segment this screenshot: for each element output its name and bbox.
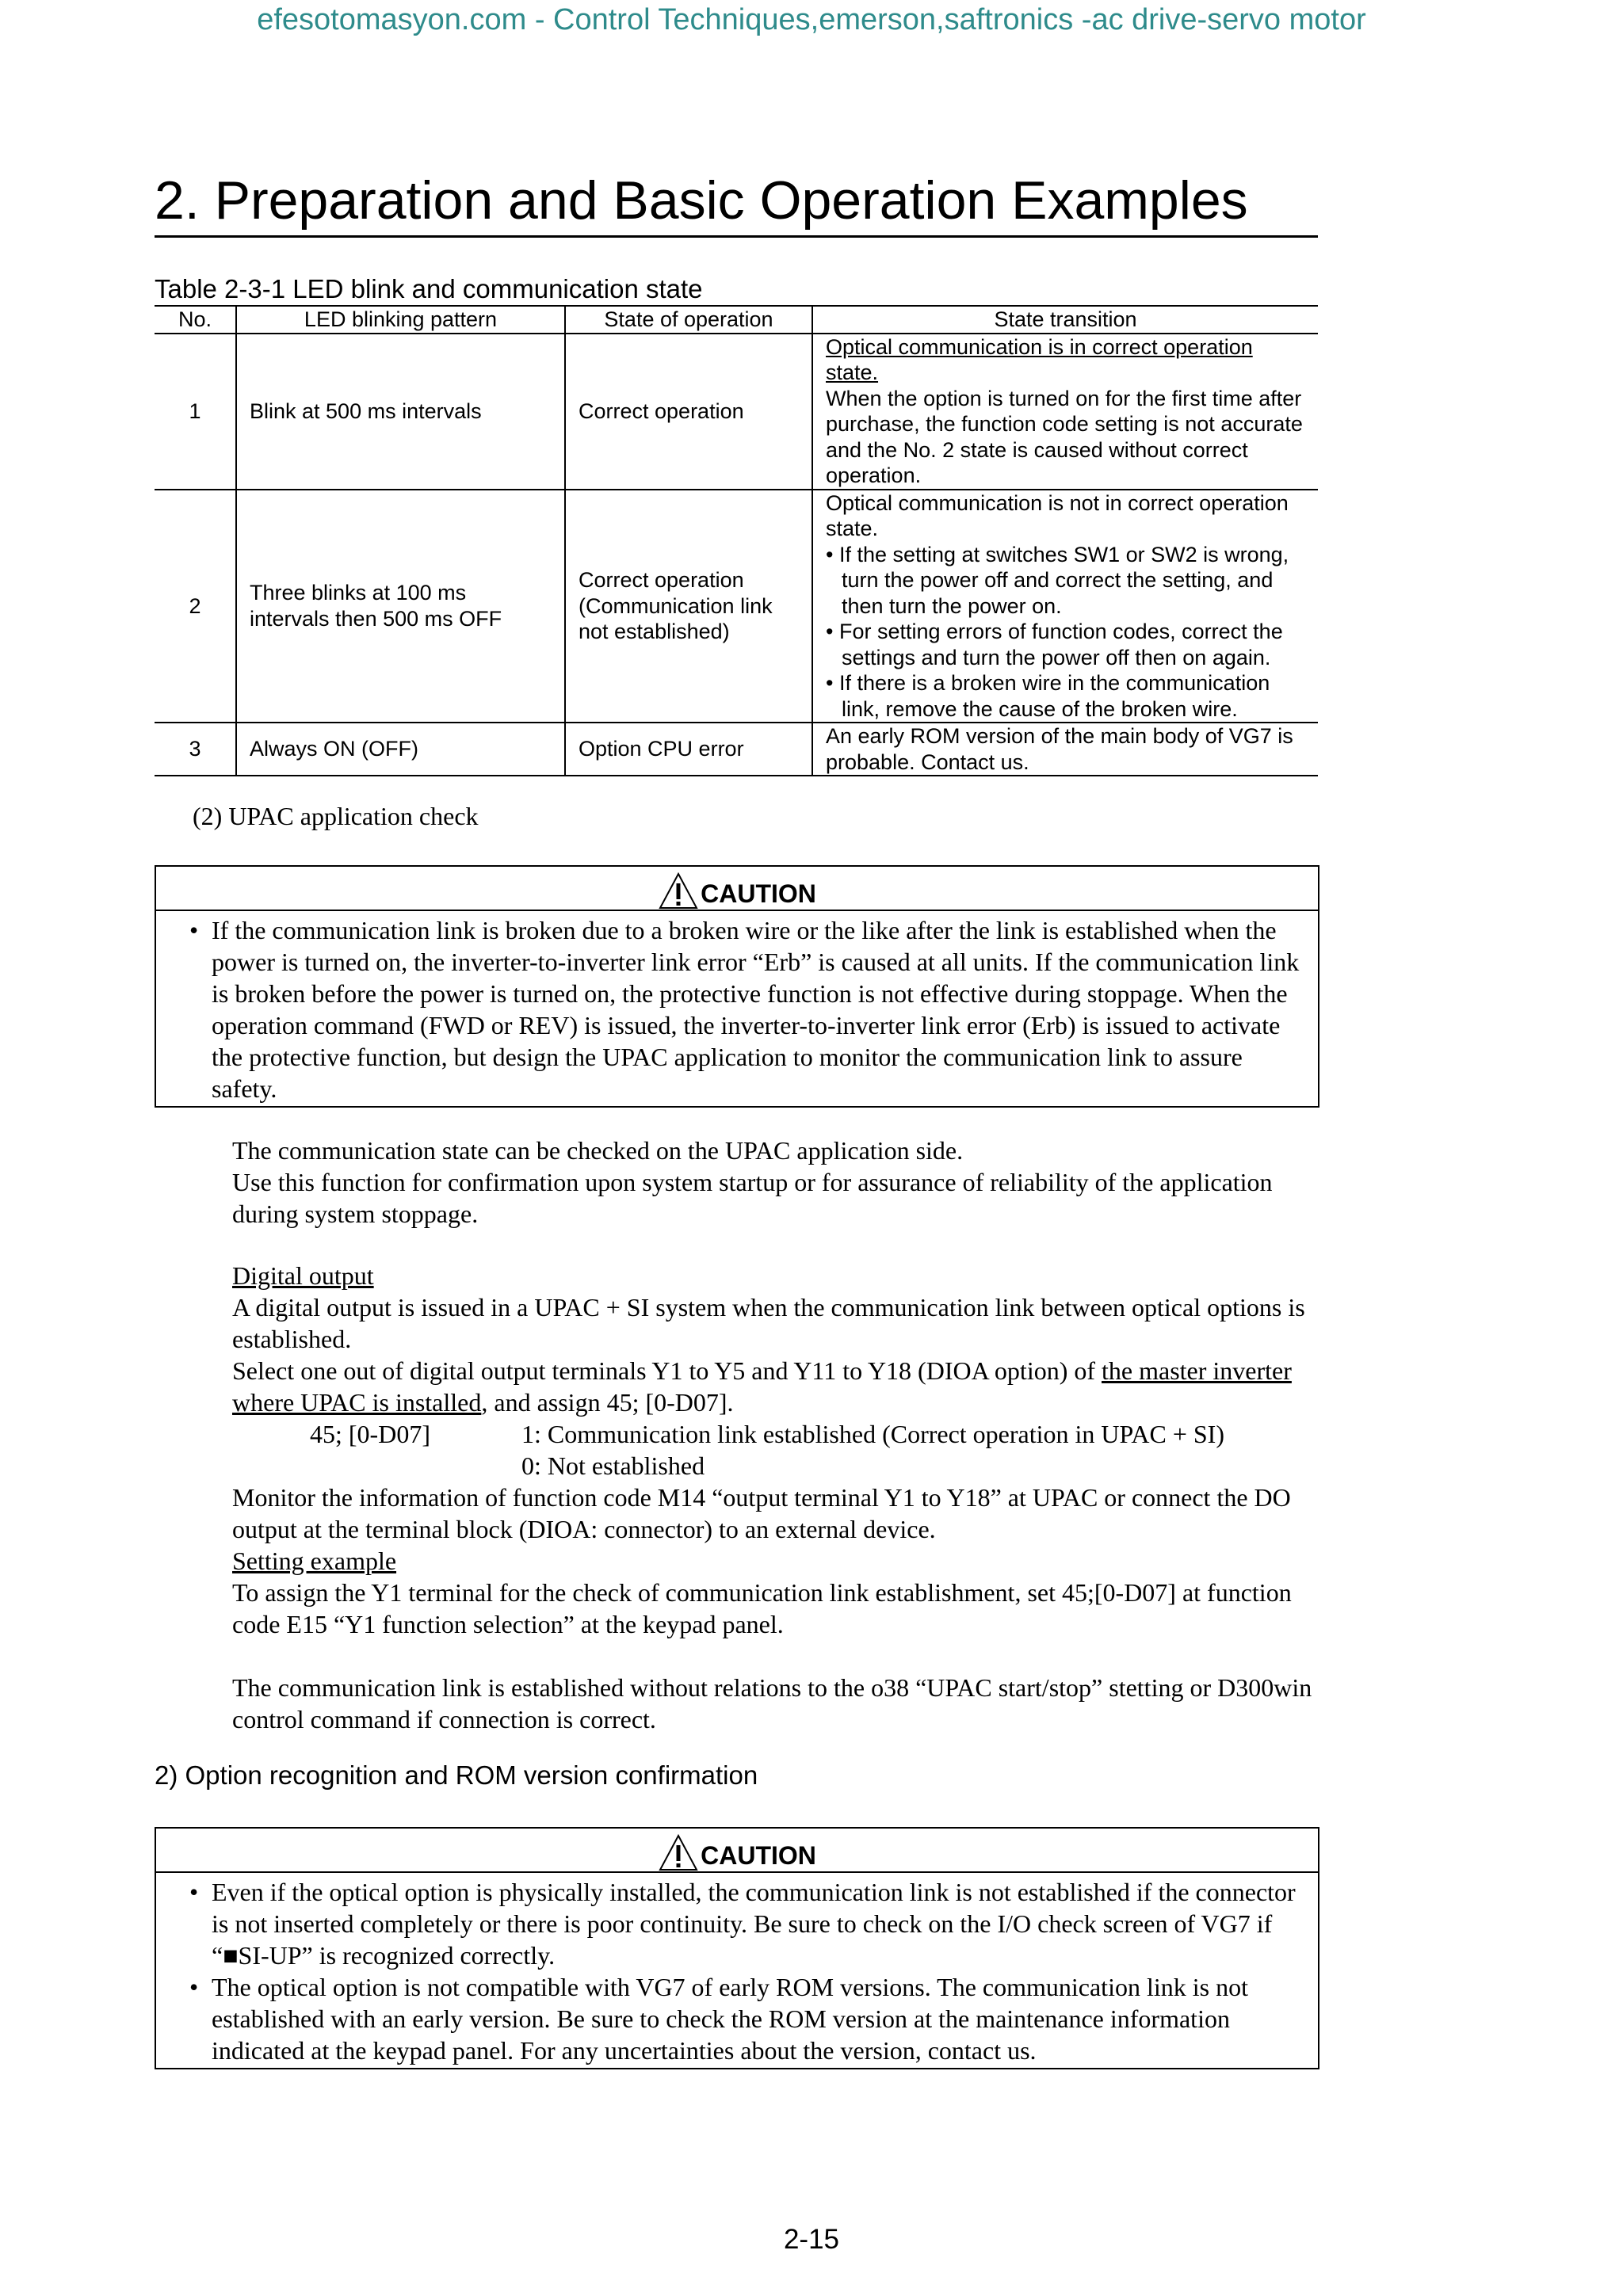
caution-header <box>156 1829 1318 1873</box>
page-number: 2-15 <box>783 2224 840 2255</box>
list-item: • For setting errors of function codes, correct the settings and turn the power off then on again. <box>826 620 1283 669</box>
row-number: 1 <box>155 334 236 490</box>
caution-item: • The optical option is not compatible with VG7 of early ROM versions. The communication link is not established with an early version. Be sure to check the ROM version at the maintenance information indicated at the keypad panel. For any uncertainties about the version, contact us. <box>189 1973 1248 2065</box>
code-assignment-row <box>232 1418 1318 1450</box>
watermark: efesotomasyon.com - Control Techniques,emerson,saftronics -ac drive-servo motor <box>257 3 1366 36</box>
column-header-state: State of operation <box>565 306 812 334</box>
code-assignment-row <box>232 1450 1318 1482</box>
state-cell: Option CPU error <box>565 723 812 776</box>
table-row <box>155 723 1318 776</box>
caution-box-option <box>155 1827 1319 2069</box>
page-title: 2. Preparation and Basic Operation Examples <box>155 169 1318 238</box>
state-cell: Correct operation <box>565 334 812 490</box>
transition-underlined-text: Optical communication is in correct operation state. <box>826 334 1253 384</box>
master-inverter-text: the master inverter where UPAC is installed <box>232 1356 1292 1417</box>
caution-box-upac <box>155 865 1319 1108</box>
row-number: 2 <box>155 490 236 723</box>
caution-item: • If the communication link is broken due to a broken wire or the like after the link is established when the power is turned on, the inverter-to-inverter link error “Erb” is caused at all units. If the communication link is broken before the power is turned on, the protective function is not effective during stoppage. When the operation command (FWD or REV) is issued, the inverter-to-inverter link error (Erb) is issued to activate the protective function, but design the UPAC application to monitor the communication link to assure safety. <box>189 916 1300 1103</box>
upac-check-heading: (2) UPAC application check <box>193 802 479 830</box>
table-header-row <box>155 306 1318 334</box>
warning-triangle-icon <box>658 1833 699 1871</box>
section-heading-option-recognition: 2) Option recognition and ROM version confirmation <box>155 1760 758 1790</box>
transition-text: Optical communication is not in correct operation state. <box>826 490 1289 540</box>
digital-output-section <box>232 1260 1318 1735</box>
transition-cell <box>812 490 1318 723</box>
paragraph: A digital output is issued in a UPAC + SI system when the communication link between optical options is established. <box>232 1293 1305 1353</box>
table-row <box>155 334 1318 490</box>
bullet-text: If there is a broken wire in the communication link, remove the cause of the broken wire. <box>838 671 1270 721</box>
digital-output-heading: Digital output <box>232 1261 374 1290</box>
bullet-dot: • <box>189 916 199 944</box>
code-label: 45; [0-D07] <box>310 1420 430 1448</box>
paragraph: The communication state can be checked on the UPAC application side. <box>232 1136 964 1165</box>
bullet-dot: • <box>189 1878 199 1906</box>
state-cell: Correct operation (Communication link not established) <box>565 490 812 723</box>
transition-bullet-list <box>826 542 1310 723</box>
list-item: • If the setting at switches SW1 or SW2 is wrong, turn the power off and correct the setting, and then turn the power on. <box>826 542 1289 618</box>
paragraph: The communication link is established without relations to the o38 “UPAC start/stop” stetting or D300win control command if connection is correct. <box>232 1673 1312 1733</box>
led-pattern-cell: Three blinks at 100 ms intervals then 500 ms OFF <box>236 490 565 723</box>
code-value-1: 1: Communication link established (Correct operation in UPAC + SI) <box>521 1420 1224 1448</box>
upac-description <box>232 1135 1318 1230</box>
table-row <box>155 490 1318 723</box>
caution-title: CAUTION <box>701 879 816 908</box>
bullet-text: If the setting at switches SW1 or SW2 is wrong, turn the power off and correct the setting, and then turn the power on. <box>838 542 1289 618</box>
transition-text: When the option is turned on for the first time after purchase, the function code setting is not accurate and the No. 2 state is caused without correct operation. <box>826 386 1303 487</box>
paragraph: Monitor the information of function code M14 “output terminal Y1 to Y18” at UPAC or connect the DO output at the terminal block (DIOA: connector) to an external device. <box>232 1483 1291 1543</box>
bullet-dot: • <box>189 1973 199 2001</box>
table-caption: Table 2-3-1 LED blink and communication state <box>155 274 703 303</box>
transition-cell: An early ROM version of the main body of VG7 is probable. Contact us. <box>812 723 1318 776</box>
led-table <box>155 305 1318 776</box>
caution-header <box>156 867 1318 911</box>
paragraph: Use this function for confirmation upon system startup or for assurance of reliability of the application during system stoppage. <box>232 1168 1273 1228</box>
caution-title: CAUTION <box>701 1841 816 1870</box>
paragraph: Select one out of digital output terminals Y1 to Y5 and Y11 to Y18 (DIOA option) of the master inverter where UPAC is installed, and assign 45; [0-D07]. <box>232 1356 1292 1417</box>
setting-example-heading: Setting example <box>232 1547 397 1575</box>
column-header-no: No. <box>155 306 236 334</box>
column-header-led-pattern: LED blinking pattern <box>236 306 565 334</box>
list-item: • If there is a broken wire in the communication link, remove the cause of the broken wire. <box>826 671 1270 721</box>
bullet-text: For setting errors of function codes, correct the settings and turn the power off then on again. <box>838 620 1283 669</box>
caution-list <box>156 1873 1318 2068</box>
led-pattern-cell: Blink at 500 ms intervals <box>236 334 565 490</box>
led-pattern-cell: Always ON (OFF) <box>236 723 565 776</box>
caution-item: • Even if the optical option is physically installed, the communication link is not established if the connector is not inserted completely or there is poor continuity. Be sure to check on the I/O check screen of VG7 if “■SI-UP” is recognized correctly. <box>189 1878 1296 1970</box>
row-number: 3 <box>155 723 236 776</box>
column-header-transition: State transition <box>812 306 1318 334</box>
warning-triangle-icon <box>658 871 699 910</box>
code-value-0: 0: Not established <box>521 1451 705 1480</box>
transition-cell <box>812 334 1318 490</box>
caution-list <box>156 911 1318 1106</box>
paragraph: To assign the Y1 terminal for the check of communication link establishment, set 45;[0-D07] at function code E15 “Y1 function selection” at the keypad panel. <box>232 1578 1292 1638</box>
